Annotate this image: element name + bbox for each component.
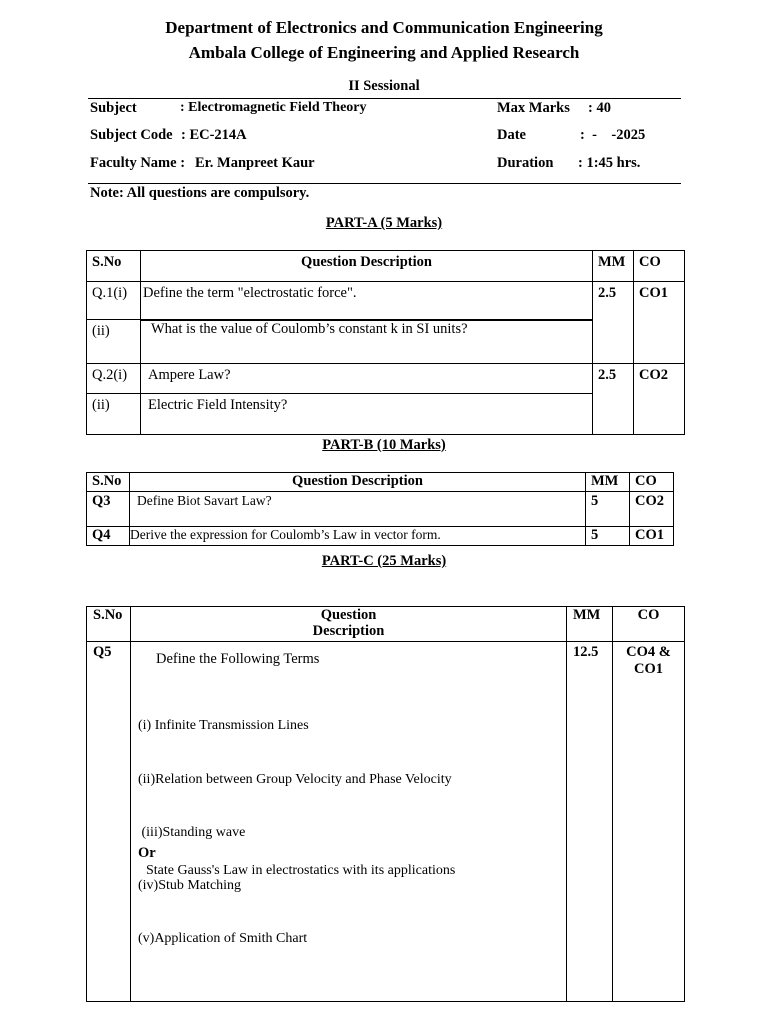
row-sno: (ii)	[87, 394, 141, 435]
row-question: Define Biot Savart Law?	[130, 492, 586, 527]
faculty-label: Faculty Name :	[90, 155, 186, 171]
header-co: CO	[630, 473, 674, 492]
row-marks: 2.5	[593, 282, 634, 364]
row-co: CO2	[630, 492, 674, 527]
row-marks: 12.5	[567, 642, 613, 1002]
row-marks: 2.5	[593, 364, 634, 435]
list-item: (iv)Stub Matching	[138, 877, 242, 893]
q5-alternative: State Gauss's Law in electrostatics with its applications	[146, 863, 456, 878]
part-b-table	[86, 472, 674, 546]
row-marks: 5	[586, 492, 630, 527]
exam-title: II Sessional	[348, 78, 420, 94]
row-sno: Q.1(i)	[87, 282, 141, 320]
row-sno: Q4	[87, 527, 130, 546]
q5-items	[138, 682, 452, 983]
row-sno: Q3	[87, 492, 130, 527]
list-item: (iii)Standing wave	[138, 824, 246, 840]
part-c-table	[86, 606, 685, 1002]
header-sno: S.No	[87, 251, 141, 282]
row-marks: 5	[586, 527, 630, 546]
table-row	[87, 492, 674, 527]
row-question: What is the value of Coulomb’s constant k in SI units?	[141, 320, 593, 364]
faculty-value: Er. Manpreet Kaur	[195, 155, 315, 171]
header-mm: MM	[586, 473, 630, 492]
row-question: Define the term "electrostatic force".	[141, 282, 593, 320]
row-question: Electric Field Intensity?	[141, 394, 593, 435]
part-a-title: PART-A (5 Marks)	[325, 215, 443, 231]
max-marks-value: : 40	[588, 100, 611, 116]
row-sno: (ii)	[87, 320, 141, 364]
row-question: Derive the expression for Coulomb’s Law in vector form.	[130, 527, 586, 546]
row-co: CO1	[634, 282, 685, 364]
q5-intro: Define the Following Terms	[156, 651, 320, 667]
table-row	[87, 527, 674, 546]
row-co	[613, 642, 685, 1002]
q5-or: Or	[138, 845, 156, 861]
table-row	[87, 282, 685, 320]
subject-code-value: : EC-214A	[181, 127, 247, 143]
part-c-title: PART-C (25 Marks)	[321, 553, 447, 569]
table-header-row	[87, 607, 685, 642]
list-item: (v)Application of Smith Chart	[138, 930, 308, 946]
header-sno: S.No	[87, 607, 131, 642]
subject-label: Subject	[90, 100, 137, 116]
list-item: (ii)Relation between Group Velocity and Phase Velocity	[138, 771, 452, 787]
row-sno: Q.2(i)	[87, 364, 141, 394]
date-label: Date	[497, 127, 526, 143]
table-header-row	[87, 251, 685, 282]
header-mm: MM	[567, 607, 613, 642]
subject-code-label: Subject Code	[90, 127, 173, 143]
duration-value: : 1:45 hrs.	[578, 155, 641, 171]
co-line2: CO1	[634, 661, 663, 677]
row-co: CO2	[634, 364, 685, 435]
part-b-title: PART-B (10 Marks)	[322, 437, 446, 453]
co-line1: CO4 &	[626, 644, 671, 660]
header-mm: MM	[593, 251, 634, 282]
list-item: (i) Infinite Transmission Lines	[138, 718, 309, 734]
header-sno: S.No	[87, 473, 130, 492]
row-question	[131, 642, 567, 1002]
date-value: : - -2025	[580, 127, 646, 143]
department-title: Department of Electronics and Communication Engineering	[165, 18, 603, 37]
row-question: Ampere Law?	[141, 364, 593, 394]
part-a-table	[86, 250, 685, 435]
header-co: CO	[634, 251, 685, 282]
table-row	[87, 364, 685, 394]
header-desc-line2: Description	[312, 623, 385, 639]
max-marks-label: Max Marks	[497, 100, 570, 116]
table-header-row	[87, 473, 674, 492]
header-desc-line1: Question	[320, 607, 377, 623]
subject-value: : Electromagnetic Field Theory	[180, 100, 367, 115]
instructions-note: Note: All questions are compulsory.	[90, 185, 310, 201]
row-sno: Q5	[87, 642, 131, 1002]
header-question-description: Question Description	[141, 251, 593, 282]
row-co: CO1	[630, 527, 674, 546]
header-divider-top	[88, 98, 681, 99]
header-divider-bottom	[88, 183, 681, 184]
college-title: Ambala College of Engineering and Applied Research	[188, 43, 580, 62]
header-question-description	[131, 607, 567, 642]
duration-label: Duration	[497, 155, 554, 171]
table-row	[87, 642, 685, 1002]
header-question-description: Question Description	[130, 473, 586, 492]
header-co: CO	[613, 607, 685, 642]
